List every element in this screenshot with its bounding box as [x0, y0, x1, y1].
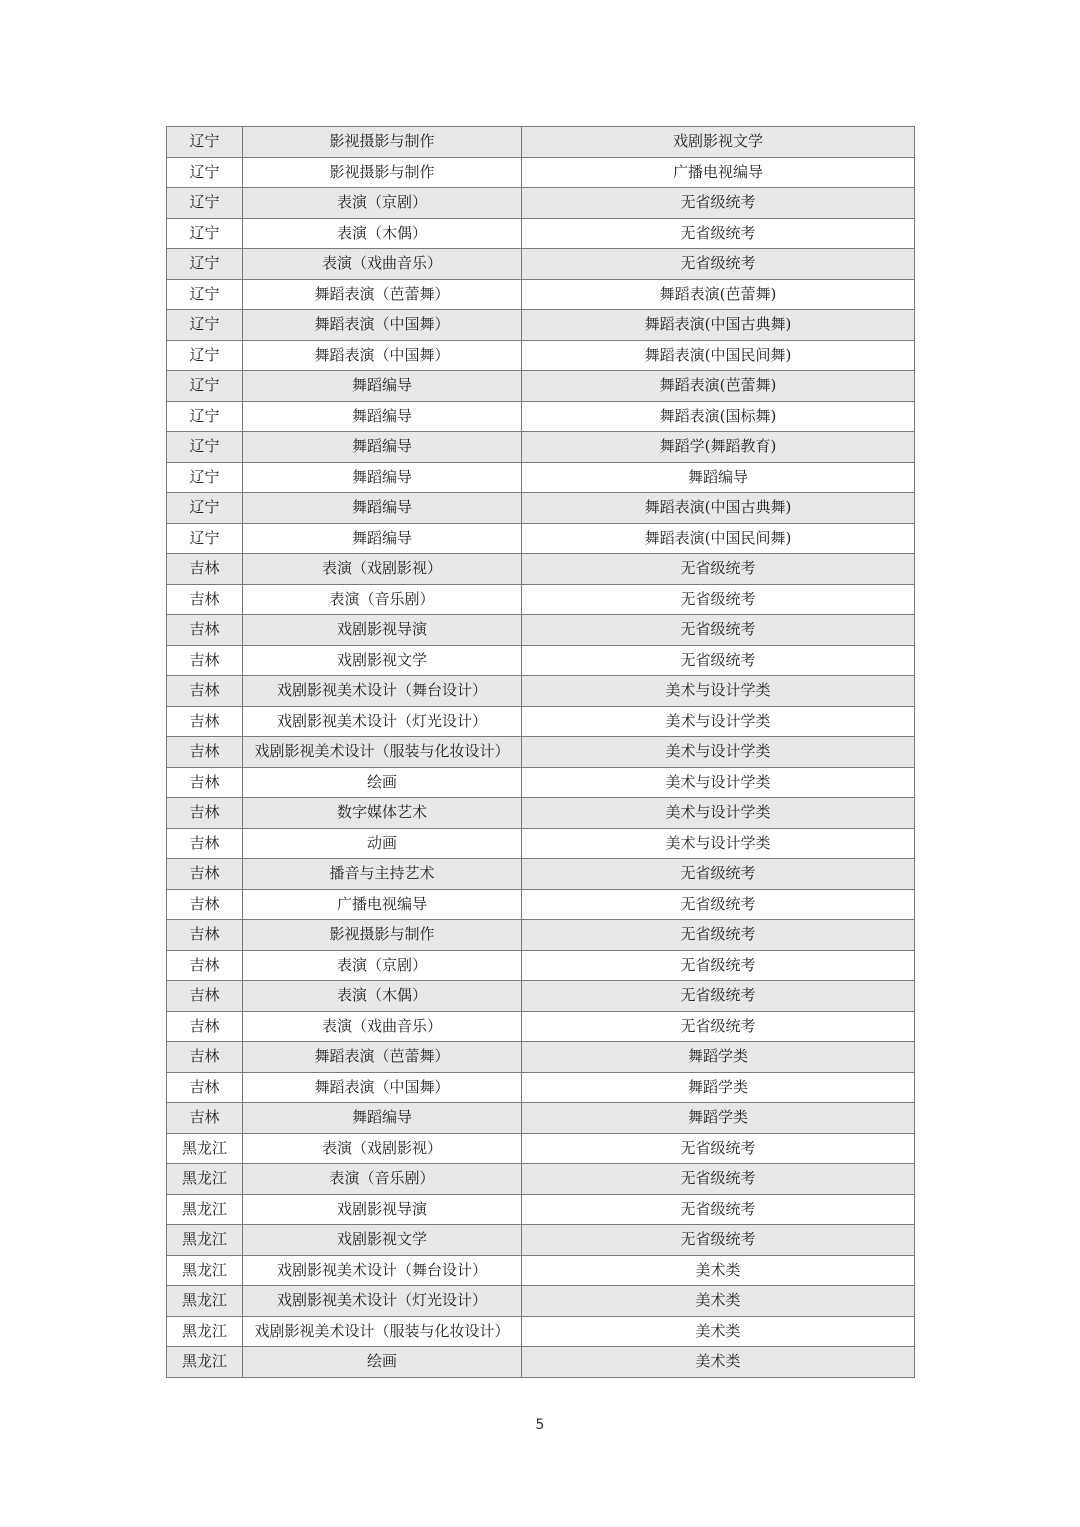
table-row	[167, 981, 915, 1012]
province-cell: 辽宁	[167, 127, 243, 158]
province-cell: 辽宁	[167, 279, 243, 310]
province-cell: 辽宁	[167, 371, 243, 402]
major-cell: 戏剧影视美术设计（灯光设计）	[243, 706, 522, 737]
exam-category-cell: 无省级统考	[522, 889, 915, 920]
province-cell: 吉林	[167, 920, 243, 951]
major-cell: 播音与主持艺术	[243, 859, 522, 890]
exam-category-cell: 无省级统考	[522, 249, 915, 280]
province-cell: 吉林	[167, 828, 243, 859]
table-row	[167, 1072, 915, 1103]
table-row	[167, 1225, 915, 1256]
exam-category-cell: 舞蹈表演(中国民间舞)	[522, 523, 915, 554]
major-cell: 表演（京剧）	[243, 188, 522, 219]
major-cell: 影视摄影与制作	[243, 157, 522, 188]
major-cell: 绘画	[243, 1347, 522, 1378]
exam-category-cell: 广播电视编导	[522, 157, 915, 188]
exam-category-cell: 美术与设计学类	[522, 767, 915, 798]
major-category-table	[166, 126, 915, 1378]
page-number: 5	[535, 1417, 545, 1433]
province-cell: 辽宁	[167, 310, 243, 341]
province-cell: 吉林	[167, 1011, 243, 1042]
table-row	[167, 523, 915, 554]
exam-category-cell: 舞蹈学类	[522, 1072, 915, 1103]
exam-category-cell: 无省级统考	[522, 1133, 915, 1164]
exam-category-cell: 美术类	[522, 1286, 915, 1317]
exam-category-cell: 无省级统考	[522, 981, 915, 1012]
province-cell: 辽宁	[167, 493, 243, 524]
major-cell: 舞蹈编导	[243, 523, 522, 554]
exam-category-cell: 无省级统考	[522, 645, 915, 676]
table-row	[167, 1347, 915, 1378]
major-cell: 表演（戏剧影视）	[243, 554, 522, 585]
table-row	[167, 1316, 915, 1347]
table-row	[167, 1255, 915, 1286]
table-row	[167, 279, 915, 310]
table-row	[167, 188, 915, 219]
table-row	[167, 584, 915, 615]
province-cell: 吉林	[167, 706, 243, 737]
table-body	[167, 127, 915, 1378]
major-cell: 影视摄影与制作	[243, 127, 522, 158]
table-row	[167, 828, 915, 859]
major-cell: 舞蹈编导	[243, 371, 522, 402]
exam-category-cell: 戏剧影视文学	[522, 127, 915, 158]
table-row	[167, 157, 915, 188]
table-row	[167, 1133, 915, 1164]
major-cell: 表演（戏曲音乐）	[243, 249, 522, 280]
table-row	[167, 310, 915, 341]
major-cell: 表演（戏剧影视）	[243, 1133, 522, 1164]
major-cell: 数字媒体艺术	[243, 798, 522, 829]
major-cell: 舞蹈编导	[243, 462, 522, 493]
table-row	[167, 798, 915, 829]
exam-category-cell: 无省级统考	[522, 859, 915, 890]
table-row	[167, 615, 915, 646]
table-row	[167, 1164, 915, 1195]
province-cell: 吉林	[167, 981, 243, 1012]
province-cell: 辽宁	[167, 340, 243, 371]
table-row	[167, 127, 915, 158]
major-cell: 表演（木偶）	[243, 981, 522, 1012]
exam-category-cell: 美术类	[522, 1316, 915, 1347]
major-cell: 表演（木偶）	[243, 218, 522, 249]
province-cell: 吉林	[167, 615, 243, 646]
major-cell: 影视摄影与制作	[243, 920, 522, 951]
province-cell: 吉林	[167, 737, 243, 768]
major-cell: 舞蹈编导	[243, 432, 522, 463]
province-cell: 吉林	[167, 584, 243, 615]
province-cell: 辽宁	[167, 462, 243, 493]
exam-category-cell: 舞蹈表演(中国古典舞)	[522, 310, 915, 341]
major-cell: 戏剧影视美术设计（舞台设计）	[243, 676, 522, 707]
exam-category-cell: 无省级统考	[522, 584, 915, 615]
exam-category-cell: 美术与设计学类	[522, 706, 915, 737]
exam-category-cell: 舞蹈学(舞蹈教育)	[522, 432, 915, 463]
major-cell: 戏剧影视美术设计（灯光设计）	[243, 1286, 522, 1317]
major-cell: 舞蹈编导	[243, 401, 522, 432]
exam-category-cell: 舞蹈学类	[522, 1042, 915, 1073]
table-row	[167, 401, 915, 432]
exam-category-cell: 舞蹈表演(国标舞)	[522, 401, 915, 432]
province-cell: 辽宁	[167, 432, 243, 463]
major-cell: 表演（音乐剧）	[243, 1164, 522, 1195]
exam-category-cell: 美术与设计学类	[522, 676, 915, 707]
exam-category-cell: 无省级统考	[522, 1011, 915, 1042]
major-cell: 戏剧影视文学	[243, 1225, 522, 1256]
major-cell: 舞蹈表演（芭蕾舞）	[243, 1042, 522, 1073]
province-cell: 吉林	[167, 1072, 243, 1103]
table-row	[167, 1103, 915, 1134]
table-row	[167, 493, 915, 524]
province-cell: 辽宁	[167, 249, 243, 280]
major-cell: 舞蹈表演（中国舞）	[243, 310, 522, 341]
exam-category-cell: 无省级统考	[522, 1194, 915, 1225]
province-cell: 黑龙江	[167, 1316, 243, 1347]
major-cell: 戏剧影视导演	[243, 1194, 522, 1225]
exam-category-cell: 美术与设计学类	[522, 828, 915, 859]
table-row	[167, 1194, 915, 1225]
table-row	[167, 950, 915, 981]
province-cell: 辽宁	[167, 157, 243, 188]
table-row	[167, 432, 915, 463]
major-cell: 舞蹈表演（中国舞）	[243, 340, 522, 371]
exam-category-cell: 舞蹈编导	[522, 462, 915, 493]
table-row	[167, 767, 915, 798]
province-cell: 吉林	[167, 859, 243, 890]
table-row	[167, 218, 915, 249]
province-cell: 吉林	[167, 798, 243, 829]
province-cell: 黑龙江	[167, 1255, 243, 1286]
table-row	[167, 1011, 915, 1042]
province-cell: 辽宁	[167, 523, 243, 554]
exam-category-cell: 美术与设计学类	[522, 737, 915, 768]
table-row	[167, 889, 915, 920]
table-row	[167, 920, 915, 951]
table-row	[167, 1286, 915, 1317]
province-cell: 吉林	[167, 950, 243, 981]
major-cell: 表演（戏曲音乐）	[243, 1011, 522, 1042]
province-cell: 吉林	[167, 554, 243, 585]
exam-category-cell: 无省级统考	[522, 218, 915, 249]
major-cell: 舞蹈编导	[243, 1103, 522, 1134]
table-row	[167, 737, 915, 768]
table-row	[167, 554, 915, 585]
major-cell: 舞蹈表演（中国舞）	[243, 1072, 522, 1103]
table-row	[167, 1042, 915, 1073]
exam-category-cell: 无省级统考	[522, 615, 915, 646]
province-cell: 辽宁	[167, 401, 243, 432]
exam-category-cell: 美术与设计学类	[522, 798, 915, 829]
major-cell: 戏剧影视导演	[243, 615, 522, 646]
province-cell: 吉林	[167, 767, 243, 798]
province-cell: 吉林	[167, 676, 243, 707]
exam-category-cell: 无省级统考	[522, 950, 915, 981]
major-cell: 动画	[243, 828, 522, 859]
table-row	[167, 462, 915, 493]
major-cell: 戏剧影视美术设计（服装与化妆设计）	[243, 1316, 522, 1347]
table-row	[167, 676, 915, 707]
table-row	[167, 249, 915, 280]
major-cell: 表演（京剧）	[243, 950, 522, 981]
province-cell: 吉林	[167, 1042, 243, 1073]
table-row	[167, 859, 915, 890]
major-cell: 表演（音乐剧）	[243, 584, 522, 615]
major-cell: 广播电视编导	[243, 889, 522, 920]
table-row	[167, 645, 915, 676]
province-cell: 吉林	[167, 889, 243, 920]
province-cell: 辽宁	[167, 218, 243, 249]
exam-category-cell: 舞蹈表演(中国民间舞)	[522, 340, 915, 371]
province-cell: 黑龙江	[167, 1133, 243, 1164]
province-cell: 黑龙江	[167, 1286, 243, 1317]
exam-category-cell: 美术类	[522, 1255, 915, 1286]
province-cell: 黑龙江	[167, 1194, 243, 1225]
major-cell: 舞蹈表演（芭蕾舞）	[243, 279, 522, 310]
exam-category-cell: 无省级统考	[522, 1164, 915, 1195]
major-cell: 舞蹈编导	[243, 493, 522, 524]
table-row	[167, 371, 915, 402]
major-cell: 戏剧影视美术设计（服装与化妆设计）	[243, 737, 522, 768]
exam-category-cell: 无省级统考	[522, 920, 915, 951]
province-cell: 黑龙江	[167, 1347, 243, 1378]
major-cell: 戏剧影视文学	[243, 645, 522, 676]
exam-category-cell: 无省级统考	[522, 554, 915, 585]
province-cell: 黑龙江	[167, 1164, 243, 1195]
table-row	[167, 706, 915, 737]
province-cell: 辽宁	[167, 188, 243, 219]
major-cell: 绘画	[243, 767, 522, 798]
exam-category-cell: 舞蹈表演(芭蕾舞)	[522, 371, 915, 402]
exam-category-cell: 舞蹈表演(芭蕾舞)	[522, 279, 915, 310]
province-cell: 吉林	[167, 1103, 243, 1134]
exam-category-cell: 舞蹈学类	[522, 1103, 915, 1134]
exam-category-cell: 美术类	[522, 1347, 915, 1378]
exam-category-cell: 无省级统考	[522, 188, 915, 219]
exam-category-cell: 舞蹈表演(中国古典舞)	[522, 493, 915, 524]
major-cell: 戏剧影视美术设计（舞台设计）	[243, 1255, 522, 1286]
province-cell: 黑龙江	[167, 1225, 243, 1256]
province-cell: 吉林	[167, 645, 243, 676]
table-row	[167, 340, 915, 371]
exam-category-cell: 无省级统考	[522, 1225, 915, 1256]
